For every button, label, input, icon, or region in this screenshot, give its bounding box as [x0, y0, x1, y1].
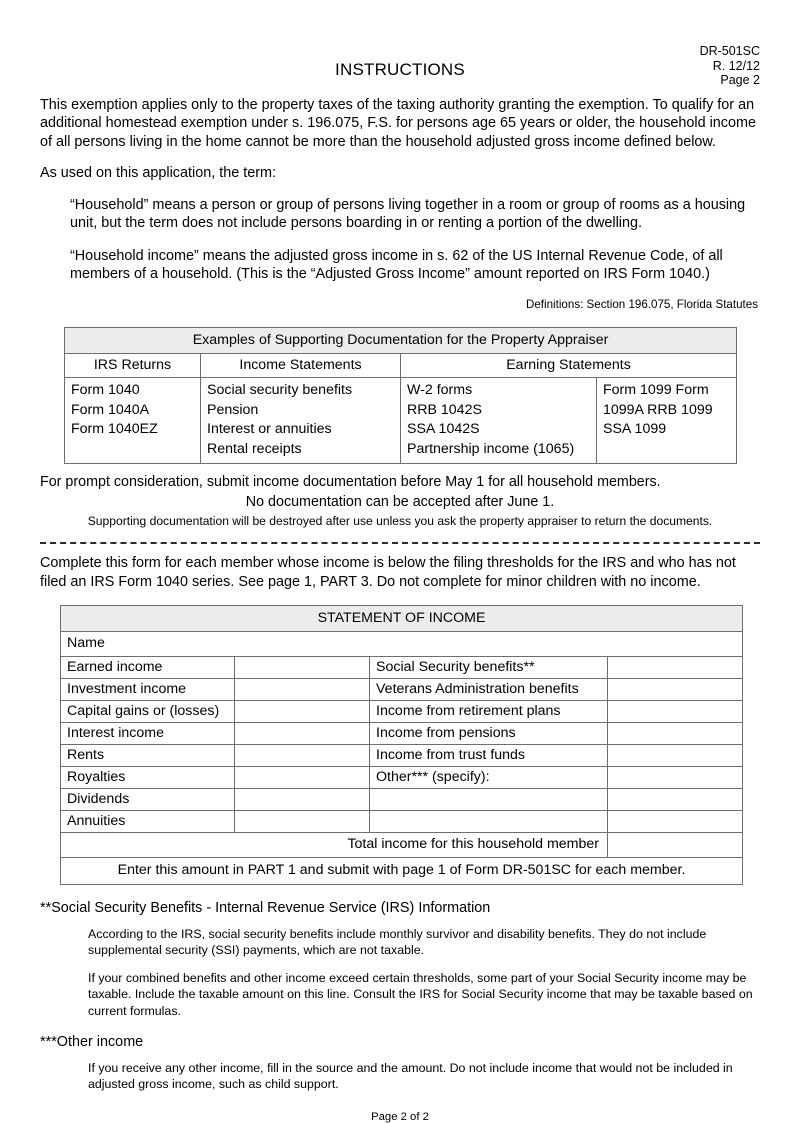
definition-household: “Household” means a person or group of persons living together in a room or group of rooms as a housing unit, but the term does not include persons boarding in or renting a portion of the dwelling.: [70, 196, 746, 232]
income-value-other-specify[interactable]: [608, 767, 743, 789]
income-value-annuities[interactable]: [235, 811, 370, 833]
column-header-income-statements: Income Statements: [201, 354, 401, 378]
income-value-retirement-plans[interactable]: [608, 701, 743, 723]
complete-form-instruction: Complete this form for each member whose income is below the filing thresholds for the IRS and who has not filed an IRS Form 1040 series. See page 1, PART 3. Do not complete for minor children with no income.: [40, 555, 736, 590]
list-item: Social security benefits: [207, 382, 353, 399]
column-header-earning-statements: Earning Statements: [401, 354, 737, 378]
income-label-interest-income: Interest income: [61, 723, 235, 745]
income-label-royalties: Royalties: [61, 767, 235, 789]
terms-lead-in: As used on this application, the term:: [40, 165, 276, 182]
income-label-veterans-administration-benefits: Veterans Administration benefits: [370, 679, 608, 701]
statement-of-income-section: [60, 605, 760, 885]
support-table-title: Examples of Supporting Documentation for the Property Appraiser: [65, 328, 737, 354]
income-label-blank-row-8[interactable]: [370, 811, 608, 833]
table-row-name: [61, 632, 743, 657]
list-item: RRB 1042S: [407, 401, 482, 418]
supporting-documentation-table: [64, 327, 737, 464]
cell-earning-statements-left: [401, 378, 597, 464]
name-field-cell[interactable]: [61, 632, 743, 657]
cell-earning-statements-right: [597, 378, 737, 464]
header-page-number: Page 2: [720, 73, 760, 87]
supporting-documentation-section: [64, 327, 760, 464]
list-item: Pension: [207, 401, 259, 418]
list-item: Form 1040A: [71, 401, 150, 418]
total-income-value[interactable]: [608, 833, 743, 858]
statement-of-income-table: [60, 605, 743, 885]
income-value-earned-income[interactable]: [235, 657, 370, 679]
definition-household-income: “Household income” means the adjusted gross income in s. 62 of the US Internal Revenue Code, of all members of a household. (This is the “Adjusted Gross Income” amount reported on IRS Form 1040.): [70, 247, 723, 283]
cell-irs-returns: [65, 378, 201, 464]
income-table-footer-note: Enter this amount in PART 1 and submit with page 1 of Form DR-501SC for each member.: [61, 858, 743, 885]
income-label-other-specify: Other*** (specify):: [370, 767, 608, 789]
list-item: 1099A RRB 1099: [603, 401, 713, 418]
footnote-social-security-paragraph-1: According to the IRS, social security benefits include monthly survivor and disability benefits. They do not include supplemental security (SSI) payments, which are not taxable.: [88, 927, 707, 958]
table-row: [61, 606, 743, 632]
income-label-pensions: Income from pensions: [370, 723, 608, 745]
intro-paragraph: This exemption applies only to the property taxes of the taxing authority granting the exemption. To qualify for an additional homestead exemption under s. 196.075, F.S. for persons age 65 years or older, the household income of all persons living in the home cannot be more than the household adjusted gross income defined below.: [40, 97, 756, 150]
table-row: [61, 767, 743, 789]
document-header: [40, 40, 760, 86]
income-label-earned-income: Earned income: [61, 657, 235, 679]
table-row: [65, 378, 737, 464]
income-value-rents[interactable]: [235, 745, 370, 767]
list-item: Form 1099 Form: [603, 382, 709, 399]
income-table-title: STATEMENT OF INCOME: [61, 606, 743, 632]
definitions-attribution: Definitions: Section 196.075, Florida Statutes: [525, 298, 758, 312]
income-value-royalties[interactable]: [235, 767, 370, 789]
list-item: Interest or annuities: [207, 421, 332, 438]
total-income-label: Total income for this household member: [61, 833, 608, 858]
list-item: Form 1040: [71, 382, 140, 399]
table-row-footer: [61, 858, 743, 885]
table-row: [65, 354, 737, 378]
table-row: [61, 811, 743, 833]
income-label-social-security-benefits: Social Security benefits**: [370, 657, 608, 679]
form-number: DR-501SC: [699, 44, 760, 58]
income-value-veterans-administration-benefits[interactable]: [608, 679, 743, 701]
name-label: Name: [67, 635, 105, 652]
income-value-capital-gains[interactable]: [235, 701, 370, 723]
table-row: [61, 701, 743, 723]
list-item: SSA 1042S: [407, 421, 480, 438]
table-row-total: [61, 833, 743, 858]
income-label-rents: Rents: [61, 745, 235, 767]
income-value-trust-funds[interactable]: [608, 745, 743, 767]
form-metadata: [700, 44, 760, 88]
column-header-irs-returns: IRS Returns: [65, 354, 201, 378]
section-divider: [40, 542, 760, 544]
list-item: W-2 forms: [407, 382, 473, 399]
list-item: Rental receipts: [207, 440, 302, 457]
note-prompt-consideration: For prompt consideration, submit income documentation before May 1 for all household members.: [40, 474, 661, 491]
footnote-heading-other-income: ***Other income: [40, 1034, 144, 1051]
table-row: [61, 745, 743, 767]
table-row: [61, 657, 743, 679]
income-value-investment-income[interactable]: [235, 679, 370, 701]
note-no-documentation: No documentation can be accepted after June 1.: [245, 493, 555, 510]
income-label-blank-row-7[interactable]: [370, 789, 608, 811]
table-row: [61, 789, 743, 811]
table-row: [61, 723, 743, 745]
footnote-social-security-paragraph-2: If your combined benefits and other income exceed certain thresholds, some part of your Social Security income may be taxable. Include the taxable amount on this line. Consult the IRS for Social Security income that may be taxable based on current formulas.: [88, 970, 753, 1018]
cell-income-statements: [201, 378, 401, 464]
income-label-capital-gains: Capital gains or (losses): [61, 701, 235, 723]
note-documents-destroyed: Supporting documentation will be destroyed after use unless you ask the property appraiser to return the documents.: [87, 514, 713, 529]
page-title: INSTRUCTIONS: [335, 60, 465, 79]
list-item: Form 1040EZ: [71, 421, 158, 438]
income-label-trust-funds: Income from trust funds: [370, 745, 608, 767]
footnote-heading-social-security: **Social Security Benefits - Internal Revenue Service (IRS) Information: [40, 900, 491, 917]
income-label-retirement-plans: Income from retirement plans: [370, 701, 608, 723]
income-value-interest-income[interactable]: [235, 723, 370, 745]
income-label-dividends: Dividends: [61, 789, 235, 811]
footnote-other-income-paragraph-1: If you receive any other income, fill in the source and the amount. Do not include income that would not be included in adjusted gross income, such as child support.: [88, 1061, 733, 1092]
income-value-blank-row-7[interactable]: [608, 789, 743, 811]
income-label-annuities: Annuities: [61, 811, 235, 833]
income-value-pensions[interactable]: [608, 723, 743, 745]
table-row: [65, 328, 737, 354]
table-row: [61, 679, 743, 701]
income-value-dividends[interactable]: [235, 789, 370, 811]
list-item: SSA 1099: [603, 421, 667, 438]
income-label-investment-income: Investment income: [61, 679, 235, 701]
income-value-social-security-benefits[interactable]: [608, 657, 743, 679]
income-value-blank-row-8[interactable]: [608, 811, 743, 833]
list-item: Partnership income (1065): [407, 440, 575, 457]
page-footer: Page 2 of 2: [371, 1110, 429, 1123]
form-revision: R. 12/12: [712, 58, 760, 73]
